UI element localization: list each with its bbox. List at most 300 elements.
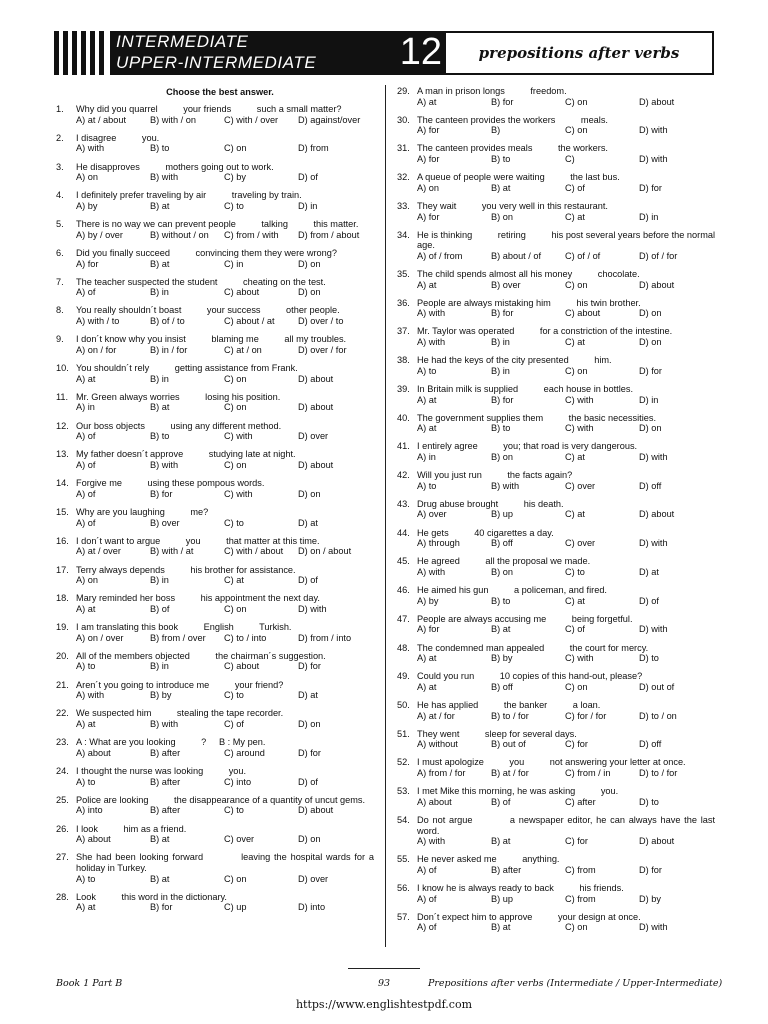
answer-option[interactable]: B) at bbox=[150, 402, 170, 413]
answer-option[interactable]: B) to / for bbox=[491, 710, 529, 721]
answer-option[interactable]: D) over bbox=[298, 431, 329, 442]
answer-option[interactable]: C) on bbox=[565, 279, 588, 290]
answer-option[interactable]: B) for bbox=[150, 488, 173, 499]
question-item bbox=[56, 392, 374, 413]
answer-option[interactable]: A) for bbox=[76, 258, 99, 269]
answer-option[interactable]: C) for bbox=[565, 739, 588, 750]
answer-option[interactable]: C) on bbox=[224, 603, 247, 614]
answer-option[interactable]: A) at bbox=[417, 96, 437, 107]
answer-option[interactable]: B) to bbox=[491, 154, 511, 165]
answer-option[interactable]: D) at bbox=[298, 517, 318, 528]
question-number: 6. bbox=[56, 247, 64, 258]
answer-option[interactable]: D) for bbox=[298, 747, 321, 758]
question-item bbox=[397, 470, 715, 491]
answer-options bbox=[417, 395, 715, 406]
answer-option[interactable]: D) on bbox=[639, 337, 662, 348]
answer-option[interactable]: D) by bbox=[639, 893, 661, 904]
answer-option[interactable]: A) to bbox=[76, 776, 96, 787]
answer-option[interactable]: C) to bbox=[224, 517, 244, 528]
question-item bbox=[397, 556, 715, 577]
answer-option[interactable]: C) on bbox=[224, 143, 247, 154]
question-number: 53. bbox=[397, 786, 410, 797]
answer-option[interactable]: A) with bbox=[76, 143, 105, 154]
answer-option[interactable]: A) at / about bbox=[76, 114, 127, 125]
answer-option[interactable]: C) in bbox=[224, 258, 244, 269]
answer-option[interactable]: C) for bbox=[565, 836, 588, 847]
answer-option[interactable]: A) of bbox=[417, 922, 437, 933]
answer-option[interactable]: B) at bbox=[491, 182, 511, 193]
question-number: 30. bbox=[397, 114, 410, 125]
answer-option[interactable]: A) of bbox=[76, 431, 96, 442]
answer-option[interactable]: B) from / over bbox=[150, 632, 206, 643]
answer-option[interactable]: A) on / over bbox=[76, 632, 124, 643]
answer-option[interactable]: B) to bbox=[491, 595, 511, 606]
answer-option[interactable]: B) in bbox=[150, 575, 169, 586]
answer-option[interactable]: B) for bbox=[491, 394, 514, 405]
answer-option[interactable]: C) on bbox=[565, 681, 588, 692]
answer-option[interactable]: A) at bbox=[417, 394, 437, 405]
answer-option[interactable]: A) for bbox=[417, 624, 440, 635]
question-number: 36. bbox=[397, 297, 410, 308]
question-item bbox=[56, 277, 374, 298]
answer-option[interactable]: D) off bbox=[639, 480, 662, 491]
question-text: Mary reminded her boss his appointment the next day. bbox=[76, 593, 320, 604]
answer-option[interactable]: B) of bbox=[491, 796, 511, 807]
column-divider bbox=[385, 85, 386, 947]
answer-option[interactable]: D) with bbox=[639, 624, 668, 635]
answer-options bbox=[417, 624, 715, 635]
question-text: A queue of people were waiting the last bus. bbox=[417, 172, 620, 183]
question-text: They went sleep for several days. bbox=[417, 728, 577, 739]
answer-option[interactable]: C) at bbox=[565, 452, 585, 462]
answer-option[interactable]: C) on bbox=[565, 922, 588, 933]
answer-option[interactable]: B) after bbox=[150, 747, 181, 758]
question-number: 35. bbox=[397, 269, 410, 279]
answer-option[interactable]: B) over bbox=[491, 279, 521, 290]
answer-option[interactable]: C) over bbox=[565, 538, 596, 549]
question-text: He never asked me anything. bbox=[417, 854, 560, 865]
answer-option[interactable]: B) at bbox=[150, 258, 170, 269]
answer-option[interactable]: B) at bbox=[491, 836, 511, 847]
answer-option[interactable]: D) for bbox=[639, 182, 662, 193]
answer-option[interactable]: C) to / into bbox=[224, 632, 267, 643]
answer-option[interactable]: B) at bbox=[150, 200, 170, 211]
answer-option[interactable]: D) on bbox=[298, 287, 321, 298]
answer-option[interactable]: D) about bbox=[639, 836, 675, 847]
answer-option[interactable]: B) in bbox=[491, 337, 510, 348]
answer-option[interactable]: A) of / from bbox=[417, 250, 463, 261]
answer-option[interactable]: A) at bbox=[76, 719, 96, 729]
answer-option[interactable]: A) with bbox=[417, 308, 446, 319]
answer-option[interactable]: D) about bbox=[298, 373, 334, 384]
answer-option[interactable]: C) of / of bbox=[565, 250, 601, 261]
answer-option[interactable]: A) in bbox=[76, 402, 95, 413]
answer-option[interactable]: C) to bbox=[224, 805, 244, 816]
answer-option[interactable]: C) into bbox=[224, 776, 252, 787]
answer-option[interactable]: A) over bbox=[417, 509, 447, 520]
answer-option[interactable]: D) of bbox=[298, 172, 318, 183]
answer-option[interactable]: D) on bbox=[639, 308, 662, 319]
question-text: You really shouldn´t boast your success other people. bbox=[76, 305, 340, 316]
answer-options bbox=[76, 460, 374, 471]
question-number: 39. bbox=[397, 383, 410, 394]
question-number: 27. bbox=[56, 852, 69, 863]
answer-option[interactable]: D) against/over bbox=[298, 114, 361, 125]
level-line-1: INTERMEDIATE bbox=[116, 32, 249, 51]
answer-option[interactable]: A) for bbox=[417, 154, 440, 165]
answer-option[interactable]: C) over bbox=[565, 480, 596, 491]
answer-option[interactable]: A) at bbox=[417, 681, 437, 692]
answer-option[interactable]: D) for bbox=[639, 365, 662, 376]
question-text: He agreed all the proposal we made. bbox=[417, 556, 591, 567]
answer-option[interactable]: B) without / on bbox=[150, 229, 209, 240]
answer-options bbox=[76, 604, 374, 615]
answer-option[interactable]: D) with bbox=[298, 603, 327, 614]
answer-option[interactable]: C) with / over bbox=[224, 114, 279, 125]
answer-option[interactable]: B) about / of bbox=[491, 250, 542, 261]
answer-option[interactable]: A) to bbox=[417, 365, 437, 376]
answer-option[interactable]: D) over / for bbox=[298, 344, 347, 355]
answer-option[interactable]: C) at bbox=[565, 595, 585, 606]
answer-option[interactable]: A) at bbox=[417, 653, 437, 664]
question-number: 2. bbox=[56, 132, 64, 143]
answer-option[interactable]: B) on bbox=[491, 566, 513, 577]
answer-option[interactable]: A) on bbox=[417, 182, 439, 193]
answer-option[interactable]: B) for bbox=[491, 308, 514, 319]
answer-option[interactable]: A) with / to bbox=[76, 316, 120, 327]
answer-option[interactable]: C) with bbox=[565, 653, 594, 664]
answer-option[interactable]: B) to bbox=[491, 423, 511, 434]
answer-option[interactable]: A) for bbox=[417, 125, 440, 136]
question-item bbox=[397, 441, 715, 462]
answer-option[interactable]: A) of bbox=[417, 893, 437, 904]
answer-option[interactable]: D) out of bbox=[639, 681, 675, 692]
answer-option[interactable]: A) at bbox=[417, 279, 437, 290]
answer-option[interactable]: D) about bbox=[298, 805, 334, 816]
answer-option[interactable]: D) from / about bbox=[298, 229, 360, 240]
answer-option[interactable]: C) for / for bbox=[565, 710, 607, 721]
answer-option[interactable]: D) on bbox=[639, 423, 662, 434]
answer-option[interactable]: B) with bbox=[491, 480, 520, 491]
answer-option[interactable]: D) to bbox=[639, 653, 659, 664]
answer-option[interactable]: C) on bbox=[565, 96, 588, 107]
answer-option[interactable]: A) at / over bbox=[76, 546, 121, 557]
answer-option[interactable]: D) with bbox=[639, 452, 668, 462]
question-number: 28. bbox=[56, 891, 69, 902]
answer-option[interactable]: B) in bbox=[150, 373, 169, 384]
answer-option[interactable]: A) about bbox=[76, 834, 111, 845]
answer-option[interactable]: C) about bbox=[224, 661, 260, 672]
question-item bbox=[56, 536, 374, 557]
answer-options bbox=[76, 345, 374, 356]
answer-option[interactable]: B) off bbox=[491, 681, 513, 692]
answer-option[interactable]: B) out of bbox=[491, 739, 526, 750]
answer-option[interactable]: B) in / for bbox=[150, 344, 188, 355]
answer-option[interactable]: C) of bbox=[224, 719, 244, 729]
answer-option[interactable]: D) on bbox=[298, 834, 321, 845]
answer-option[interactable]: C) at / on bbox=[224, 344, 262, 355]
answer-option[interactable]: C) bbox=[565, 154, 575, 165]
answer-option[interactable]: B) over bbox=[150, 517, 180, 528]
answer-option[interactable]: B) of / to bbox=[150, 316, 185, 327]
answer-options bbox=[76, 661, 374, 672]
answer-option[interactable]: B) of bbox=[150, 603, 170, 614]
answer-options bbox=[417, 337, 715, 348]
answer-option[interactable]: A) in bbox=[417, 452, 436, 462]
answer-option[interactable]: B) after bbox=[491, 864, 522, 875]
answer-option[interactable]: D) in bbox=[639, 394, 659, 405]
answer-option[interactable]: A) on / for bbox=[76, 344, 117, 355]
answer-option[interactable]: D) over / to bbox=[298, 316, 344, 327]
question-text: Mr. Taylor was operated for a constriction of the intestine. bbox=[417, 326, 673, 337]
answer-option[interactable]: A) at bbox=[76, 603, 96, 614]
answer-option[interactable]: A) to bbox=[76, 661, 96, 672]
answer-option[interactable]: D) in bbox=[639, 211, 659, 222]
answer-option[interactable]: A) by bbox=[76, 200, 98, 211]
answer-option[interactable]: C) with bbox=[565, 423, 594, 434]
answer-option[interactable]: D) with bbox=[639, 154, 668, 165]
question-item bbox=[397, 413, 715, 434]
answer-option[interactable]: B) with bbox=[150, 719, 179, 729]
answer-options bbox=[76, 546, 374, 557]
answer-option[interactable]: C) to bbox=[224, 690, 244, 701]
question-number: 52. bbox=[397, 757, 410, 768]
answer-option[interactable]: B) to bbox=[150, 143, 170, 154]
question-item bbox=[56, 766, 374, 787]
question-number: 14. bbox=[56, 478, 69, 489]
answer-option[interactable]: A) about bbox=[76, 747, 111, 758]
answer-options bbox=[76, 777, 374, 788]
question-number: 22. bbox=[56, 708, 69, 719]
question-item bbox=[56, 824, 374, 845]
question-number: 7. bbox=[56, 276, 64, 287]
answer-option[interactable]: D) on bbox=[298, 488, 321, 499]
answer-option[interactable]: D) with bbox=[639, 538, 668, 549]
answer-option[interactable]: A) to bbox=[76, 873, 96, 884]
answer-options bbox=[76, 431, 374, 442]
answer-option[interactable]: D) in bbox=[298, 200, 318, 211]
question-item bbox=[397, 86, 715, 107]
answer-option[interactable]: D) of bbox=[298, 776, 318, 787]
answer-option[interactable]: B) on bbox=[491, 211, 513, 222]
answer-option[interactable]: A) to bbox=[417, 480, 437, 491]
answer-option[interactable]: B) with / on bbox=[150, 114, 196, 125]
answer-option[interactable]: A) into bbox=[76, 805, 103, 816]
answer-option[interactable]: A) about bbox=[417, 796, 452, 807]
answer-option[interactable]: C) about bbox=[224, 287, 260, 298]
answer-option[interactable]: D) off bbox=[639, 739, 662, 750]
answer-option[interactable]: B) bbox=[491, 125, 501, 136]
answer-option[interactable]: D) of bbox=[298, 575, 318, 586]
question-text: I definitely prefer traveling by air traveling by train. bbox=[76, 190, 302, 201]
answer-option[interactable]: A) without bbox=[417, 739, 458, 750]
answer-option[interactable]: B) up bbox=[491, 893, 513, 904]
answer-option[interactable]: D) for bbox=[639, 864, 662, 875]
answer-option[interactable]: B) in bbox=[150, 661, 169, 672]
answer-option[interactable]: B) by bbox=[150, 690, 172, 701]
question-item bbox=[397, 143, 715, 164]
answer-option[interactable]: B) at bbox=[150, 834, 170, 845]
answer-option[interactable]: B) up bbox=[491, 509, 513, 520]
question-text: He gets 40 cigarettes a day. bbox=[417, 527, 554, 538]
answer-option[interactable]: A) with bbox=[417, 337, 446, 348]
answer-option[interactable]: D) of bbox=[639, 595, 659, 606]
answer-option[interactable]: C) at bbox=[565, 211, 585, 222]
answer-option[interactable]: A) with bbox=[76, 690, 105, 701]
answer-option[interactable]: C) on bbox=[565, 125, 588, 136]
answer-option[interactable]: D) about bbox=[639, 509, 675, 520]
answer-option[interactable]: C) at bbox=[565, 337, 585, 348]
answer-option[interactable]: B) with / at bbox=[150, 546, 194, 557]
answer-option[interactable]: C) over bbox=[224, 834, 255, 845]
answer-option[interactable]: C) from bbox=[565, 893, 596, 904]
answer-options bbox=[417, 682, 715, 693]
answer-option[interactable]: C) about bbox=[565, 308, 601, 319]
answer-option[interactable]: B) at bbox=[150, 873, 170, 884]
answer-option[interactable]: D) on bbox=[298, 719, 321, 729]
answer-option[interactable]: C) from / in bbox=[565, 768, 611, 779]
answer-option[interactable]: C) about / at bbox=[224, 316, 275, 327]
answer-option[interactable]: B) to bbox=[150, 431, 170, 442]
question-item bbox=[56, 449, 374, 470]
answer-option[interactable]: C) at bbox=[565, 509, 585, 520]
answer-option[interactable]: D) at bbox=[298, 690, 318, 701]
answer-option[interactable]: A) by bbox=[417, 595, 439, 606]
answer-option[interactable]: A) at bbox=[76, 902, 96, 913]
answer-option[interactable]: B) at bbox=[491, 922, 511, 933]
question-item bbox=[397, 854, 715, 875]
answer-option[interactable]: A) by / over bbox=[76, 229, 123, 240]
answer-option[interactable]: A) with bbox=[417, 566, 446, 577]
question-text: I thought the nurse was looking you. bbox=[76, 765, 247, 776]
answer-option[interactable]: A) at bbox=[417, 423, 437, 434]
answer-option[interactable]: D) about bbox=[639, 279, 675, 290]
answer-options bbox=[417, 768, 715, 779]
answer-option[interactable]: D) about bbox=[298, 402, 334, 413]
answer-options bbox=[76, 115, 374, 126]
answer-option[interactable]: D) about bbox=[298, 459, 334, 470]
answer-option[interactable]: A) through bbox=[417, 538, 460, 549]
answer-option[interactable]: C) at bbox=[224, 575, 244, 586]
answer-option[interactable]: B) on bbox=[491, 452, 513, 462]
answer-option[interactable]: D) into bbox=[298, 902, 326, 913]
answer-option[interactable]: C) of bbox=[565, 182, 585, 193]
question-text: The canteen provides meals the workers. bbox=[417, 143, 608, 154]
answer-option[interactable]: C) by bbox=[224, 172, 246, 183]
answer-option[interactable]: A) of bbox=[76, 287, 96, 298]
answer-option[interactable]: A) at / for bbox=[417, 710, 455, 721]
question-text: I disagree you. bbox=[76, 132, 160, 143]
answer-option[interactable]: C) to bbox=[565, 566, 585, 577]
answer-option[interactable]: B) for bbox=[491, 96, 514, 107]
answer-option[interactable]: C) from / with bbox=[224, 229, 279, 240]
question-text: Did you finally succeed convincing them they were wrong? bbox=[76, 247, 337, 258]
question-item bbox=[397, 643, 715, 664]
question-text: People are always accusing me being forgetful. bbox=[417, 613, 633, 624]
answer-option[interactable]: B) at / for bbox=[491, 768, 529, 779]
answer-option[interactable]: B) by bbox=[491, 653, 513, 664]
answer-option[interactable]: A) with bbox=[417, 836, 446, 847]
answer-option[interactable]: D) to / on bbox=[639, 710, 677, 721]
answer-option[interactable]: C) with bbox=[224, 488, 253, 499]
question-number: 34. bbox=[397, 229, 410, 240]
answer-options bbox=[76, 172, 374, 183]
answer-options bbox=[417, 366, 715, 377]
answer-option[interactable]: D) from / into bbox=[298, 632, 352, 643]
answer-option[interactable]: D) for bbox=[298, 661, 321, 672]
answer-option[interactable]: A) from / for bbox=[417, 768, 466, 779]
question-number: 49. bbox=[397, 671, 410, 682]
answer-option[interactable]: D) on / about bbox=[298, 546, 352, 557]
answer-option[interactable]: B) in bbox=[491, 365, 510, 376]
answer-option[interactable]: D) from bbox=[298, 143, 329, 154]
answer-options bbox=[417, 711, 715, 722]
answer-option[interactable]: B) after bbox=[150, 776, 181, 787]
answer-option[interactable]: D) with bbox=[639, 125, 668, 136]
answer-option[interactable]: A) for bbox=[417, 211, 440, 222]
question-text: I don´t know why you insist blaming me all my troubles. bbox=[76, 334, 347, 345]
answer-options bbox=[417, 922, 715, 933]
answer-option[interactable]: D) of / for bbox=[639, 250, 678, 261]
question-text: A : What are you looking ? B : My pen. bbox=[76, 737, 266, 748]
answer-option[interactable]: C) with bbox=[224, 431, 253, 442]
answer-option[interactable]: C) up bbox=[224, 902, 247, 913]
answer-option[interactable]: C) on bbox=[224, 459, 247, 470]
answer-option[interactable]: A) of bbox=[76, 517, 96, 528]
answer-option[interactable]: C) with bbox=[565, 394, 594, 405]
question-item bbox=[397, 671, 715, 692]
answer-option[interactable]: D) on bbox=[298, 258, 321, 269]
answer-option[interactable]: A) on bbox=[76, 575, 98, 586]
answer-option[interactable]: A) of bbox=[76, 488, 96, 499]
answer-option[interactable]: A) on bbox=[76, 172, 98, 183]
answer-options bbox=[417, 97, 715, 108]
answer-option[interactable]: C) on bbox=[224, 402, 247, 413]
answer-option[interactable]: C) on bbox=[224, 873, 247, 884]
answer-option[interactable]: A) of bbox=[76, 459, 96, 470]
answer-option[interactable]: C) after bbox=[565, 796, 596, 807]
answer-option[interactable]: B) for bbox=[150, 902, 173, 913]
question-number: 11. bbox=[56, 391, 69, 402]
answer-option[interactable]: D) about bbox=[639, 96, 675, 107]
answer-option[interactable]: A) of bbox=[417, 864, 437, 875]
answer-option[interactable]: D) to / for bbox=[639, 768, 678, 779]
answer-option[interactable]: D) over bbox=[298, 873, 329, 884]
answer-option[interactable]: B) with bbox=[150, 172, 179, 183]
answer-options bbox=[417, 183, 715, 194]
answer-option[interactable]: B) with bbox=[150, 459, 179, 470]
question-item bbox=[56, 478, 374, 499]
answer-option[interactable]: D) with bbox=[639, 922, 668, 933]
answer-option[interactable]: C) of bbox=[565, 624, 585, 635]
question-item bbox=[397, 355, 715, 376]
answer-option[interactable]: B) off bbox=[491, 538, 513, 549]
answer-option[interactable]: C) to bbox=[224, 200, 244, 211]
answer-option[interactable]: C) on bbox=[565, 365, 588, 376]
header-stripes bbox=[54, 31, 106, 75]
answer-option[interactable]: D) at bbox=[639, 566, 659, 577]
answer-option[interactable]: B) after bbox=[150, 805, 181, 816]
question-number: 23. bbox=[56, 737, 69, 748]
answer-option[interactable]: C) from bbox=[565, 864, 596, 875]
answer-option[interactable]: B) in bbox=[150, 287, 169, 298]
answer-option[interactable]: B) at bbox=[491, 624, 511, 635]
answer-option[interactable]: D) to bbox=[639, 796, 659, 807]
answer-option[interactable]: A) at bbox=[76, 373, 96, 384]
answer-option[interactable]: C) with / about bbox=[224, 546, 284, 557]
answer-option[interactable]: C) around bbox=[224, 747, 265, 758]
answer-option[interactable]: C) on bbox=[224, 373, 247, 384]
